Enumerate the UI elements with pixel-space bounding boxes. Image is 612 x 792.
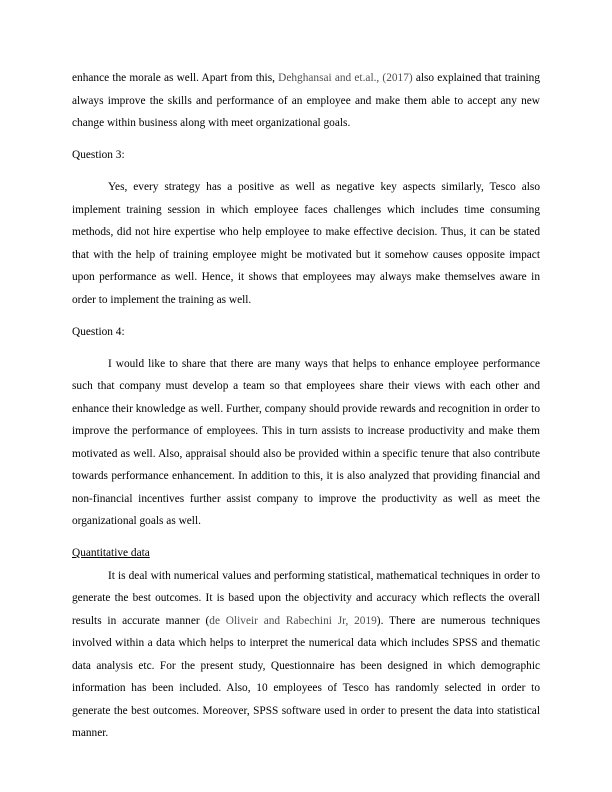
paragraph-question-3: Yes, every strategy has a positive as well as negative key aspects similarly, Tesco also implement training session in which employee faces challenges which includes time consuming methods, did not hire expertise who help employee to make effective decision. Thus, it can be stated that with the help of training employee might be motivated but it somehow causes opposite impact upon performance as well. Hence, it shows that employees may always make themselves aware in order to implement the training as well. <box>72 181 540 306</box>
p1-text-before: enhance the morale as well. Apart from this, <box>72 72 279 84</box>
heading-question-4: Question 4: <box>72 325 125 338</box>
citation-de-oliveir: de Oliveir and Rabechini Jr, 2019 <box>209 614 377 627</box>
citation-dehghansai: Dehghansai and et.al., (2017) <box>278 72 413 84</box>
quant-text-after: ). There are numerous techniques involved within a data which helps to interpret the numerical data which includes SPSS and thematic data analysis etc. For the present study, Questionnaire has been designed in which demographic information has been included. Also, 10 employees of Tesco has randomly selected in order to generate the best outcomes. Moreover, SPSS software used in order to present the data into statistical manner. <box>72 614 540 739</box>
quant-text-before: It is deal with numerical values and performing statistical, mathematical techniques in order to generate the best outcomes. It is based upon the objectivity and accuracy which reflects the overall results in accurate manner ( <box>72 569 540 627</box>
p1-text-after: also explained that training always improve the skills and performance of an employee and make them able to accept any new change within business along with meet organizational goals. <box>72 72 540 129</box>
paragraph-quantitative-data <box>72 565 540 745</box>
heading-question-3: Question 3: <box>72 149 125 161</box>
heading-quantitative-data: Quantitative data <box>72 547 150 559</box>
document-page <box>72 67 540 745</box>
paragraph-training-morale <box>72 67 540 135</box>
paragraph-question-4: I would like to share that there are many ways that helps to enhance employee performance such that company must develop a team so that employees share their views with each other and enhance their knowledge as well. Further, company should provide rewards and recognition in order to improve the performance of employees. This in turn assists to increase productivity and make them motivated as well. Also, appraisal should also be provided within a specific tenure that also contribute towards performance enhancement. In addition to this, it is also analyzed that providing financial and non-financial incentives further assist company to improve the productivity as well as meet the organizational goals as well. <box>72 357 540 527</box>
